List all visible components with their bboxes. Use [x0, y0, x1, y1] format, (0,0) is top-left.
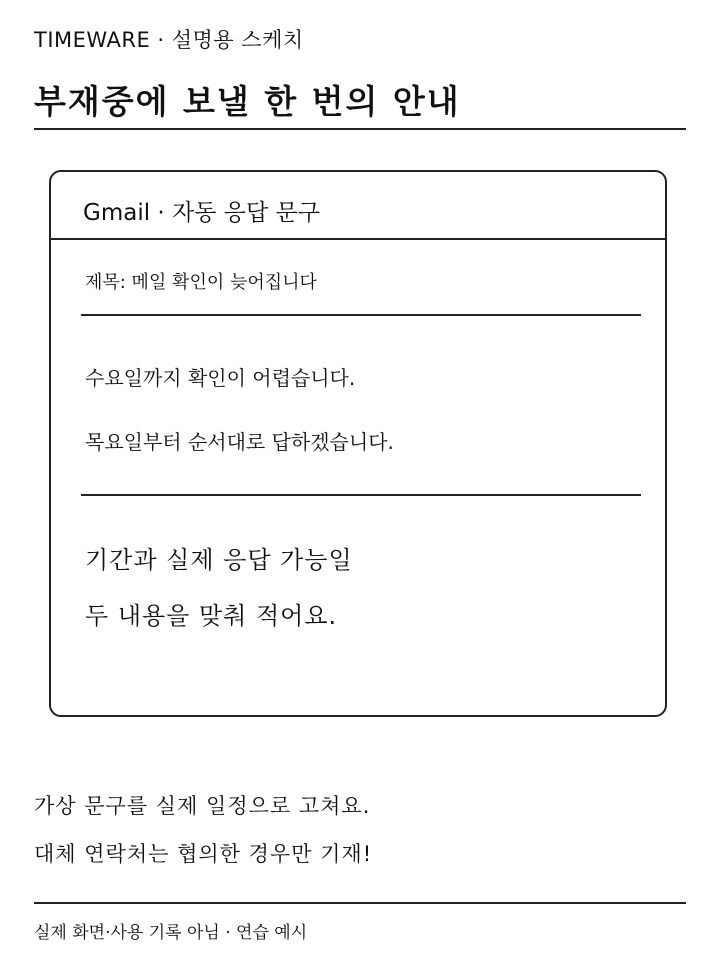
- page-title: 부재중에 보낼 한 번의 안내: [34, 82, 461, 121]
- email-subject: 제목: 메일 확인이 늦어집니다: [85, 272, 317, 293]
- tip-line-1: 가상 문구를 실제 일정으로 고쳐요.: [34, 794, 371, 818]
- top-divider: [34, 128, 686, 130]
- tip-line-2: 대체 연락처는 협의한 경우만 기재!: [34, 842, 373, 866]
- disclaimer-caption: 실제 화면·사용 기록 아님 · 연습 예시: [34, 923, 308, 943]
- body-divider: [81, 494, 641, 496]
- note-line-2: 두 내용을 맞춰 적어요.: [85, 602, 338, 630]
- auto-reply-card: [49, 170, 667, 717]
- note-line-1: 기간과 실제 응답 가능일: [85, 546, 353, 574]
- bottom-divider: [34, 902, 686, 904]
- body-line-1: 수요일까지 확인이 어렵습니다.: [85, 366, 356, 390]
- card-header: [51, 172, 665, 240]
- body-line-2: 목요일부터 순서대로 답하겠습니다.: [85, 430, 394, 454]
- subject-divider: [81, 314, 641, 316]
- card-title: Gmail · 자동 응답 문구: [83, 200, 320, 226]
- eyebrow-label: TIMEWARE · 설명용 스케치: [34, 28, 304, 52]
